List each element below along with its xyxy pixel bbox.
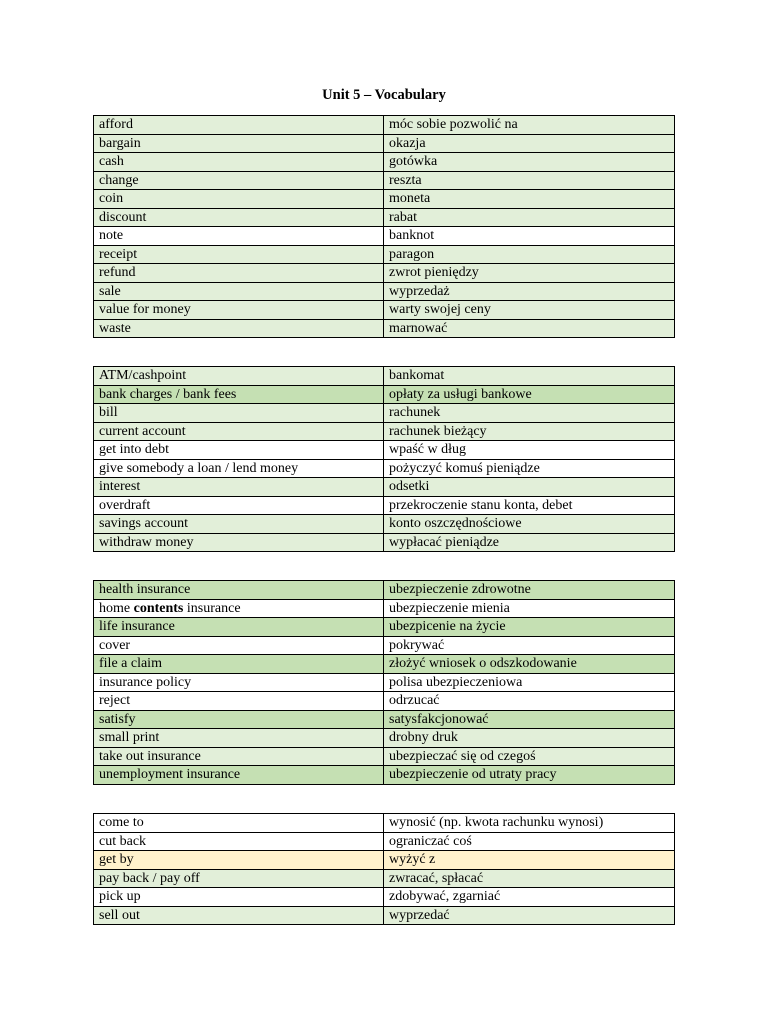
english-term: pay back / pay off: [94, 869, 384, 888]
english-term: discount: [94, 208, 384, 227]
english-term: current account: [94, 422, 384, 441]
table-row: [94, 116, 675, 135]
table-row: [94, 581, 675, 600]
polish-translation: móc sobie pozwolić na: [384, 116, 675, 135]
polish-translation: moneta: [384, 190, 675, 209]
table-row: [94, 533, 675, 552]
english-term: small print: [94, 729, 384, 748]
vocab-table-phrasal-verbs: [93, 813, 675, 925]
polish-translation: ubezpieczenie od utraty pracy: [384, 766, 675, 785]
table-row: [94, 655, 675, 674]
table-row: [94, 832, 675, 851]
table-row: [94, 888, 675, 907]
table-row: [94, 673, 675, 692]
table-row: [94, 190, 675, 209]
table-row: [94, 747, 675, 766]
vocab-table-banking: [93, 366, 675, 552]
vocab-table-shopping: [93, 115, 675, 338]
table-row: [94, 692, 675, 711]
english-term: change: [94, 171, 384, 190]
polish-translation: zwrot pieniędzy: [384, 264, 675, 283]
english-term: pick up: [94, 888, 384, 907]
polish-translation: bankomat: [384, 367, 675, 386]
vocab-table-insurance: [93, 580, 675, 785]
english-term: withdraw money: [94, 533, 384, 552]
polish-translation: satysfakcjonować: [384, 710, 675, 729]
table-row: [94, 496, 675, 515]
table-row: [94, 906, 675, 925]
english-term: coin: [94, 190, 384, 209]
english-term: satisfy: [94, 710, 384, 729]
english-term: refund: [94, 264, 384, 283]
table-row: [94, 153, 675, 172]
polish-translation: pożyczyć komuś pieniądze: [384, 459, 675, 478]
polish-translation: rachunek bieżący: [384, 422, 675, 441]
polish-translation: warty swojej ceny: [384, 301, 675, 320]
polish-translation: reszta: [384, 171, 675, 190]
table-row: [94, 729, 675, 748]
term-part: home: [99, 600, 134, 616]
polish-translation: rachunek: [384, 404, 675, 423]
polish-translation: ograniczać coś: [384, 832, 675, 851]
polish-translation: wyprzedaż: [384, 282, 675, 301]
english-term: bank charges / bank fees: [94, 385, 384, 404]
polish-translation: pokrywać: [384, 636, 675, 655]
english-term: cover: [94, 636, 384, 655]
table-row: [94, 171, 675, 190]
table-row: [94, 319, 675, 338]
english-term: reject: [94, 692, 384, 711]
table-row: [94, 422, 675, 441]
polish-translation: zwracać, spłacać: [384, 869, 675, 888]
polish-translation: marnować: [384, 319, 675, 338]
table-row: [94, 404, 675, 423]
english-term: sell out: [94, 906, 384, 925]
page-title: Unit 5 – Vocabulary: [322, 87, 446, 103]
table-row: [94, 814, 675, 833]
polish-translation: drobny druk: [384, 729, 675, 748]
english-term: note: [94, 227, 384, 246]
english-term: bargain: [94, 134, 384, 153]
english-term: interest: [94, 478, 384, 497]
english-term: cash: [94, 153, 384, 172]
polish-translation: banknot: [384, 227, 675, 246]
english-term: take out insurance: [94, 747, 384, 766]
english-term: receipt: [94, 245, 384, 264]
polish-translation: wynosić (np. kwota rachunku wynosi): [384, 814, 675, 833]
table-row: [94, 282, 675, 301]
polish-translation: opłaty za usługi bankowe: [384, 385, 675, 404]
polish-translation: paragon: [384, 245, 675, 264]
english-term: health insurance: [94, 581, 384, 600]
english-term: cut back: [94, 832, 384, 851]
emphasized-word: contents: [133, 600, 184, 616]
english-term: give somebody a loan / lend money: [94, 459, 384, 478]
table-row: [94, 636, 675, 655]
english-term: file a claim: [94, 655, 384, 674]
english-term: insurance policy: [94, 673, 384, 692]
polish-translation: złożyć wniosek o odszkodowanie: [384, 655, 675, 674]
polish-translation: odrzucać: [384, 692, 675, 711]
english-term: unemployment insurance: [94, 766, 384, 785]
table-row: [94, 301, 675, 320]
table-row: [94, 710, 675, 729]
polish-translation: ubezpieczenie zdrowotne: [384, 581, 675, 600]
polish-translation: ubezpieczenie mienia: [384, 599, 675, 618]
table-row: [94, 766, 675, 785]
polish-translation: ubezpicenie na życie: [384, 618, 675, 637]
polish-translation: gotówka: [384, 153, 675, 172]
polish-translation: wyprzedać: [384, 906, 675, 925]
table-row: [94, 227, 675, 246]
english-term: afford: [94, 116, 384, 135]
english-term: come to: [94, 814, 384, 833]
term-part: insurance: [183, 600, 241, 616]
table-row: [94, 385, 675, 404]
table-row: [94, 478, 675, 497]
english-term: ATM/cashpoint: [94, 367, 384, 386]
polish-translation: rabat: [384, 208, 675, 227]
polish-translation: polisa ubezpieczeniowa: [384, 673, 675, 692]
english-term: value for money: [94, 301, 384, 320]
table-row: [94, 441, 675, 460]
polish-translation: konto oszczędnościowe: [384, 515, 675, 534]
polish-translation: przekroczenie stanu konta, debet: [384, 496, 675, 515]
english-term: overdraft: [94, 496, 384, 515]
table-row: [94, 134, 675, 153]
polish-translation: wypłacać pieniądze: [384, 533, 675, 552]
table-row: [94, 367, 675, 386]
polish-translation: wpaść w dług: [384, 441, 675, 460]
table-row: [94, 618, 675, 637]
polish-translation: zdobywać, zgarniać: [384, 888, 675, 907]
table-row: [94, 869, 675, 888]
polish-translation: wyżyć z: [384, 851, 675, 870]
english-term: get into debt: [94, 441, 384, 460]
polish-translation: ubezpieczać się od czegoś: [384, 747, 675, 766]
english-term: sale: [94, 282, 384, 301]
polish-translation: okazja: [384, 134, 675, 153]
english-term: bill: [94, 404, 384, 423]
english-term: get by: [94, 851, 384, 870]
table-row: [94, 264, 675, 283]
polish-translation: odsetki: [384, 478, 675, 497]
english-term: life insurance: [94, 618, 384, 637]
english-term: savings account: [94, 515, 384, 534]
table-row: [94, 599, 675, 618]
table-row: [94, 515, 675, 534]
table-row: [94, 851, 675, 870]
table-row: [94, 245, 675, 264]
english-term: waste: [94, 319, 384, 338]
table-row: [94, 459, 675, 478]
table-row: [94, 208, 675, 227]
english-term: [94, 599, 384, 618]
